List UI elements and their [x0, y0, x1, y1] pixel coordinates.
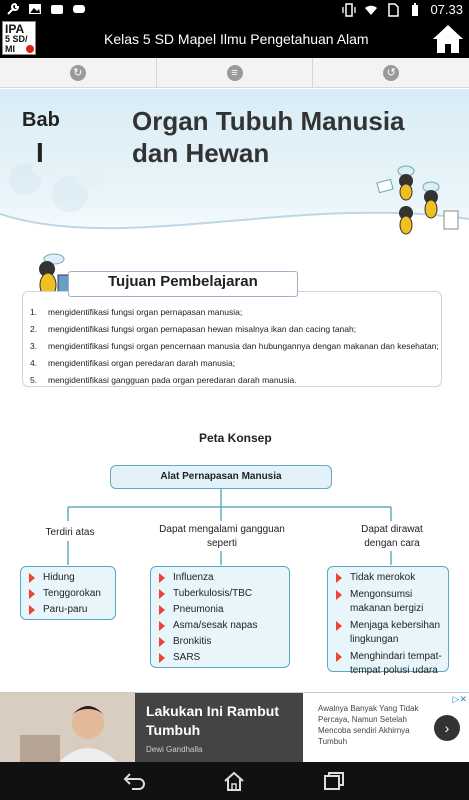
care-list [336, 571, 444, 678]
app-title: Kelas 5 SD Mapel Ilmu Pengetahuan Alam [104, 31, 369, 47]
next-page-button[interactable] [313, 58, 469, 87]
objective-number: 3. [30, 341, 38, 351]
objective-text: mengidentifikasi fungsi organ pernapasan manusia; [48, 307, 243, 317]
list-item: Tenggorokan [29, 587, 111, 603]
ad-description[interactable]: Awalnya Banyak Yang Tidak Percaya, Namun Setelah Mencoba sendiri Akhirnya Tumbuh [318, 704, 419, 746]
objective-number: 1. [30, 307, 38, 317]
list-item: Menghindari tempat-tempat polusi udara [336, 650, 444, 678]
disorder-list [159, 571, 285, 667]
app-bar [0, 20, 469, 58]
list-icon: ≡ [227, 65, 243, 81]
objective-number: 5. [30, 375, 38, 385]
vibrate-icon [342, 3, 356, 17]
leaf-box-disorders [150, 566, 290, 668]
bee-background-illustration [0, 149, 110, 229]
app-logo-text: IPA [5, 22, 25, 36]
ad-banner[interactable] [0, 692, 469, 762]
app-logo-badge [26, 45, 34, 53]
list-item: Menjaga kebersihan lingkungan [336, 619, 444, 647]
ad-headline[interactable]: Lakukan Ini Rambut Tumbuh [146, 703, 280, 738]
list-item: Influenza [159, 571, 285, 587]
objective-item [30, 324, 439, 341]
bee-illustration [376, 159, 464, 239]
ad-next-button[interactable]: › [434, 715, 460, 741]
status-time: 07.33 [430, 2, 463, 17]
objective-item [30, 307, 439, 324]
branch-label-terdiri-atas: Terdiri atas [45, 527, 95, 538]
circle-arrow-right-icon: ↺ [383, 65, 399, 81]
battery-icon [408, 3, 422, 17]
leaf-box-care [327, 566, 449, 676]
objective-item [30, 341, 439, 358]
objective-text: mengidentifikasi fungsi organ pernapasan hewan misalnya ikan dan cacing tanah; [48, 324, 357, 334]
ad-source: Dewi Gandhalla [146, 745, 203, 754]
recent-apps-icon[interactable] [322, 770, 346, 792]
circle-arrow-left-icon: ↻ [70, 65, 86, 81]
organ-list [29, 571, 111, 619]
system-nav-bar [0, 762, 469, 800]
list-item: Bronkitis [159, 635, 285, 651]
home-icon[interactable] [431, 22, 465, 56]
branch-label-gangguan: Dapat mengalami gangguan seperti [159, 524, 285, 549]
concept-map-title: Peta Konsep [199, 431, 272, 445]
objective-text: mengidentifikasi organ peredaran darah manusia; [48, 358, 236, 368]
sim-icon [386, 3, 400, 17]
chapter-label: Bab [22, 109, 60, 131]
previous-page-button[interactable] [0, 58, 157, 87]
status-bar [0, 0, 469, 20]
wrench-icon [6, 2, 20, 16]
app-logo [2, 21, 36, 55]
wifi-icon [364, 3, 378, 17]
person-photo-icon [0, 693, 135, 763]
chapter-number: I [36, 137, 44, 168]
objectives-title: Tujuan Pembelajaran [108, 273, 258, 290]
page-toolbar [0, 58, 469, 88]
objective-item [30, 375, 439, 392]
list-item: Tuberkulosis/TBC [159, 587, 285, 603]
list-item: Tidak merokok [336, 571, 444, 585]
home-nav-icon[interactable] [222, 770, 246, 792]
list-item: Mengonsumsi makanan bergizi [336, 588, 444, 616]
list-item: SARS [159, 651, 285, 667]
list-item: Hidung [29, 571, 111, 587]
ad-choices-icon[interactable]: ▷✕ [452, 694, 467, 704]
objective-number: 2. [30, 324, 38, 334]
objective-number: 4. [30, 358, 38, 368]
list-item: Asma/sesak napas [159, 619, 285, 635]
list-item: Paru-paru [29, 603, 111, 619]
list-item: Pneumonia [159, 603, 285, 619]
objective-item [30, 358, 439, 375]
chapter-title: Organ Tubuh Manusia dan Hewan [132, 106, 405, 168]
gamepad-icon [72, 2, 86, 16]
objective-text: mengidentifikasi fungsi organ pencernaan manusia dan hubungannya dengan makanan dan kesehatan; [48, 341, 439, 351]
app-logo-subtext: 5 SD/ MI [5, 34, 28, 54]
document-page[interactable] [0, 89, 469, 692]
objectives-list [30, 307, 439, 392]
branch-label-perawatan: Dapat dirawat dengan cara [361, 524, 423, 549]
back-icon[interactable] [122, 770, 146, 792]
notification-icon [50, 2, 64, 16]
objective-text: mengidentifikasi gangguan pada organ peredaran darah manusia. [48, 375, 297, 385]
menu-button[interactable] [157, 58, 314, 87]
concept-map-main-node: Alat Pernapasan Manusia [110, 465, 332, 489]
ad-photo[interactable] [0, 693, 135, 763]
leaf-box-organs [20, 566, 116, 620]
image-icon [28, 2, 42, 16]
